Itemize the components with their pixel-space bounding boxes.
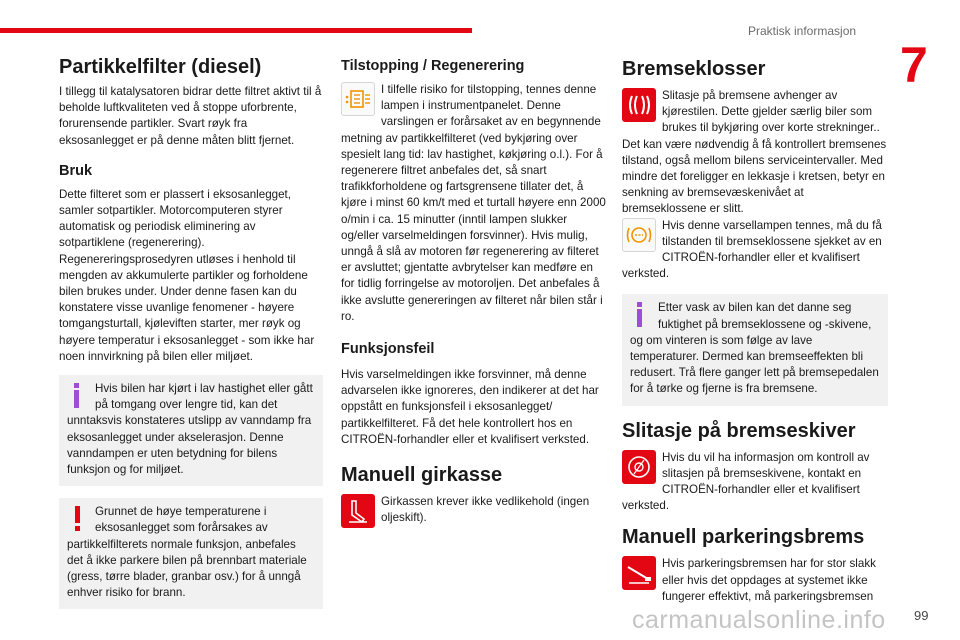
brake-pads-text: Slitasje på bremsene avhenger av kjørestilen. Dette gjelder særlig biler som brukes til bykjøring over korte strekninger.. Det kan være nødvendig å få kontrollert bremsenes tilstand, også mellom bilens serviceintervaller. Med mindre det foreligger en lekkasje i kretsen, betyr en senkning av bremsevæskenivået at bremseklossene er slitt. bbox=[622, 89, 887, 216]
info-box bbox=[59, 375, 323, 486]
brake-discs-title: Slitasje på bremseskiver bbox=[622, 419, 856, 442]
brake-pads-title: Bremseklosser bbox=[622, 58, 766, 80]
info-box-text: Hvis bilen har kjørt i lav hastighet eller gått på tomgang over lengre tid, kan det unntaksvis konstateres utslipp av vanndamp fra eksosanlegget under akselerasjon. Denne vanndampen er uten betydning for bilens funksjon og for miljøet. bbox=[67, 382, 313, 477]
fault-title: Funksjonsfeil bbox=[341, 341, 435, 358]
usage-title: Bruk bbox=[59, 162, 93, 179]
column-2 bbox=[341, 54, 607, 530]
brake-info-text: Etter vask av bilen kan det danne seg fuktighet på bremseklossene og -skivene, og om vinteren is som følge av lave temperaturer. Dermed kan bremseeffekten bli redusert. Trå flere ganger lett på bremsepedalen for å tørke og fjerne is fra bremsene. bbox=[630, 301, 879, 396]
brake-discs-block bbox=[622, 450, 888, 515]
warning-box bbox=[59, 498, 323, 609]
parking-brake-icon bbox=[622, 556, 656, 590]
warning-box-text: Grunnet de høye temperaturene i eksosanlegget som forårsakes av partikkelfilterets normale funksjon, anbefales det å ikke parkere bilen på brennbart materiale (gress, tørre blader, granbar osv.) for å unngå enhver risiko for brann. bbox=[67, 505, 307, 600]
info-icon bbox=[630, 300, 656, 328]
parking-brake-text: Hvis parkeringsbremsen har for stor slakk eller hvis det oppdages at systemet ikke fungerer effektivt, må parkeringsbremsen bbox=[662, 557, 876, 603]
brake-lamp-text: Hvis denne varsellampen tennes, må du få tilstanden til bremseklossene sjekket av en CITROËN-forhandler eller et kvalifisert verksted. bbox=[622, 218, 882, 281]
parking-brake-block bbox=[622, 556, 888, 605]
brake-info-box bbox=[622, 294, 888, 405]
brake-disc-icon bbox=[622, 450, 656, 484]
clogging-text: I tilfelle risiko for tilstopping, tennes denne lampen i instrumentpanelet. Denne varslingen er forårsaket av en begynnende metning av partikkelfilteret (ved bykjøring over spesielt lang tid: lav hastighet, køkjøring o.l.). For å regenerere filtret anbefales det, så snart trafikkforholdene og fartsgrensene tillater det, å kjøre i minst 60 km/t med et turtall høyere enn 2000 o/min i ca. 15 minutter (inntil lampen slukker og/eller varselmeldingen forsvinner). Hvis mulig, unngå å slå av motoren før regenerering av filteret er avsluttet; gjentatte avbrytelser kan medføre en for tidlig forringelse av motoroljen. Det anbefales å ikke avslutte genereringen av filteret når bilen står i ro. bbox=[341, 83, 606, 323]
gearbox-text: Girkassen krever ikke vedlikehold (ingen oljeskift). bbox=[381, 495, 590, 525]
clogging-block bbox=[341, 82, 607, 325]
warning-icon bbox=[67, 504, 93, 532]
header-accent-bar bbox=[0, 28, 472, 33]
brake-pads-icon bbox=[622, 88, 656, 122]
brake-warning-lamp-icon bbox=[622, 218, 656, 252]
info-icon bbox=[67, 381, 93, 409]
particle-filter-warning-icon bbox=[341, 82, 375, 116]
particle-filter-intro: I tillegg til katalysatoren bidrar dette filtret aktivt til å beholde luftkvaliteten ved å stoppe uforbrente, forurensende partikler. Svart røyk fra eksosanlegget er på denne måten blitt fjernet. bbox=[59, 85, 322, 147]
watermark: carmanualsonline.info bbox=[632, 606, 886, 634]
chapter-number: 7 bbox=[900, 37, 928, 93]
gearbox-title: Manuell girkasse bbox=[341, 464, 503, 487]
brake-discs-text: Hvis du vil ha informasjon om kontroll av slitasjen på bremseskivene, kontakt en CITROËN-forhandler eller et kvalifisert verksted. bbox=[622, 450, 870, 513]
page-number: 99 bbox=[914, 608, 929, 623]
brake-pads-block bbox=[622, 88, 888, 218]
parking-brake-title: Manuell parkeringsbrems bbox=[622, 526, 865, 549]
usage-text: Dette filteret som er plassert i eksosanlegget, samler sotpartikler. Motorcomputeren styrer automatisk og periodisk eliminering av sotpartiklene (regenerering). Regenereringsprosedyren utløses i henhold til mengden av akkumulerte partikler og forholdene bilen brukes under. Under denne fasen kan du konstatere visse uvanlige fenomener - høyere tomgangsturtall, kjøleviften starter, mer røyk og høyere temperatur i eksosanlegget - som ikke har noen innvirkning på bilen eller miljøet. bbox=[59, 187, 315, 363]
column-3 bbox=[622, 54, 888, 605]
clogging-title: Tilstopping / Regenerering bbox=[341, 58, 525, 74]
column-1 bbox=[59, 54, 323, 609]
particle-filter-title: Partikkelfilter (diesel) bbox=[59, 56, 262, 78]
fault-text: Hvis varselmeldingen ikke forsvinner, må denne advarselen ikke ignoreres, den indikerer at det har oppstått en funksjonsfeil i eksosanlegget/ partikkelfilteret. Få det hele kontrollert hos en CITROËN-forhandler eller et kvalifisert verksted. bbox=[341, 368, 599, 446]
gearbox-service-icon bbox=[341, 494, 375, 528]
section-title: Praktisk informasjon bbox=[748, 24, 857, 38]
brake-lamp-block bbox=[622, 218, 888, 283]
gearbox-block bbox=[341, 494, 607, 530]
